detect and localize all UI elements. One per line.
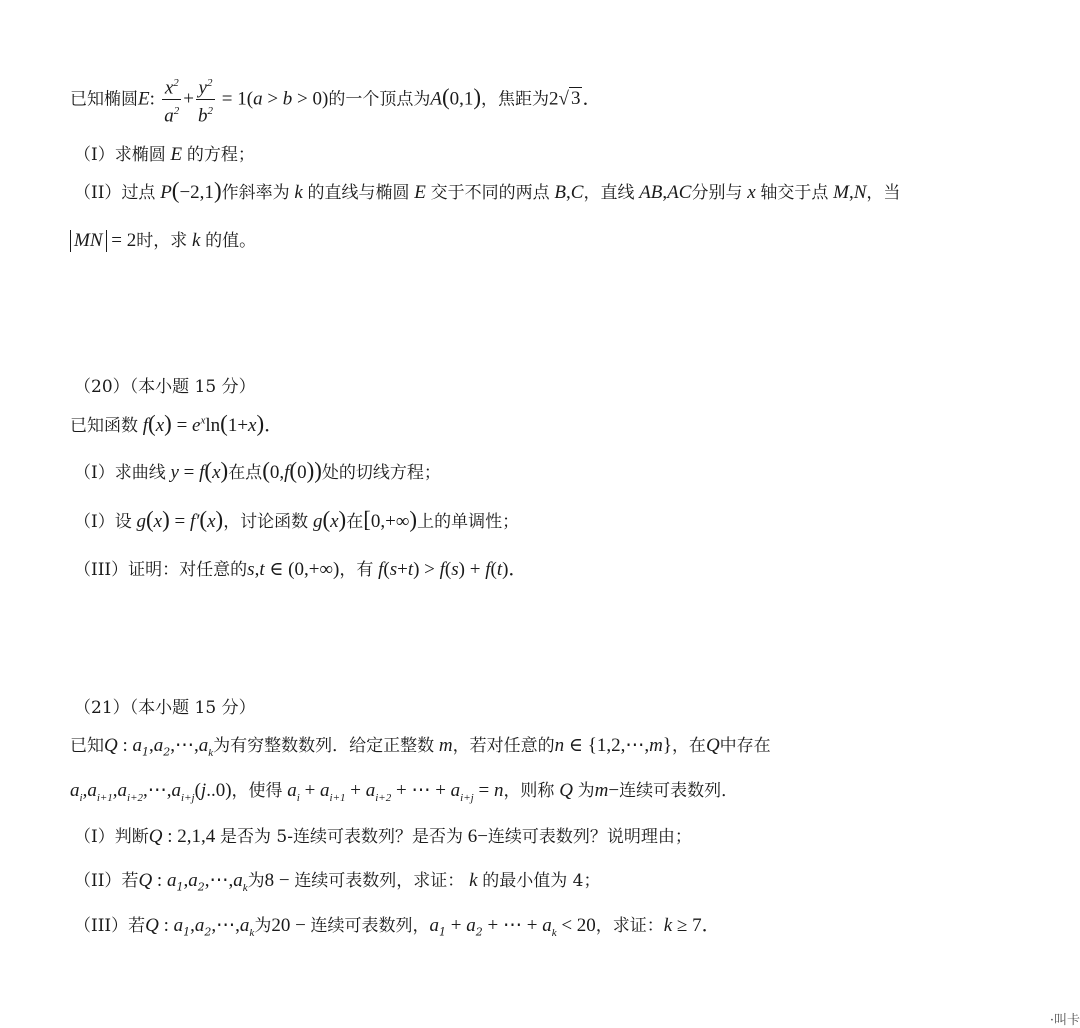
p19-q2-line1: （II）过点 P(−2,1)作斜率为 k 的直线与椭圆 E 交于不同的两点 B,C，直线 AB,AC分别与 x 轴交于点 M,N，当 — [74, 178, 901, 203]
p19-stem: 已知椭圆E: $\frac{x^2}{a^2}$ + $\frac{y^2}{b^2}$ = 1(a > b > 0)的一个顶点为A(0,1)，焦距为2√ 3 ． — [70, 72, 601, 128]
p21-stem-line1: 已知Q : $a_1,a_2,\cdots,a_k$为有穷整数数列．给定正整数 m，若对任意的n ∈ {1,2,⋯,m}，在Q中存在 — [70, 735, 771, 759]
p21-header: （21）（本小题 15 分） — [74, 698, 256, 718]
p20-stem: 已知函数 $f(x) = e^x\ln(1+x)$． — [70, 411, 284, 436]
p20-q3: （III）证明：对任意的s,t ∈ (0,+∞)，有 f(s+t) > f(s) + f(t)． — [74, 559, 528, 580]
p20-header: （20）（本小题 15 分） — [74, 377, 256, 397]
corner-text: ·叫卡 — [1049, 1013, 1080, 1028]
p21-q2: （II）若Q : $a_1,a_2,\cdots,a_k$为8 − 连续可表数列，求证： k 的最小值为 4； — [74, 870, 601, 894]
p21-q1: （I）判断Q : 2,1,4 是否为 5-连续可表数列？是否为 6−连续可表数列？说明理由； — [74, 826, 692, 847]
p19-q1: （I）求椭圆 E 的方程； — [74, 144, 255, 165]
p20-q2: （I）设 g(x) = f′(x)，讨论函数 g(x)在[0,+∞)上的单调性； — [74, 507, 520, 532]
p21-q3: （III）若Q : $a_1,a_2,\cdots,a_k$为20 − 连续可表数列，$a_1 + a_2$ + ⋯ + $a_k < 20$，求证：k ≥ 7． — [74, 915, 721, 939]
p21-stem-line2: $a_i,a_{i+1},a_{i+2},\cdots,a_{i+j}(j..0)$，使得 $a_i + a_{i+1} + a_{i+2}$ + ⋯ + $a_{i+j} = n$，则称 Q 为m−连续可表数列． — [70, 780, 739, 804]
p19-q2-line2: MN = 2时，求 k 的值。 — [70, 226, 256, 252]
p20-q1: （I）求曲线 y = f(x)在点(0,f(0))处的切线方程； — [74, 458, 441, 483]
